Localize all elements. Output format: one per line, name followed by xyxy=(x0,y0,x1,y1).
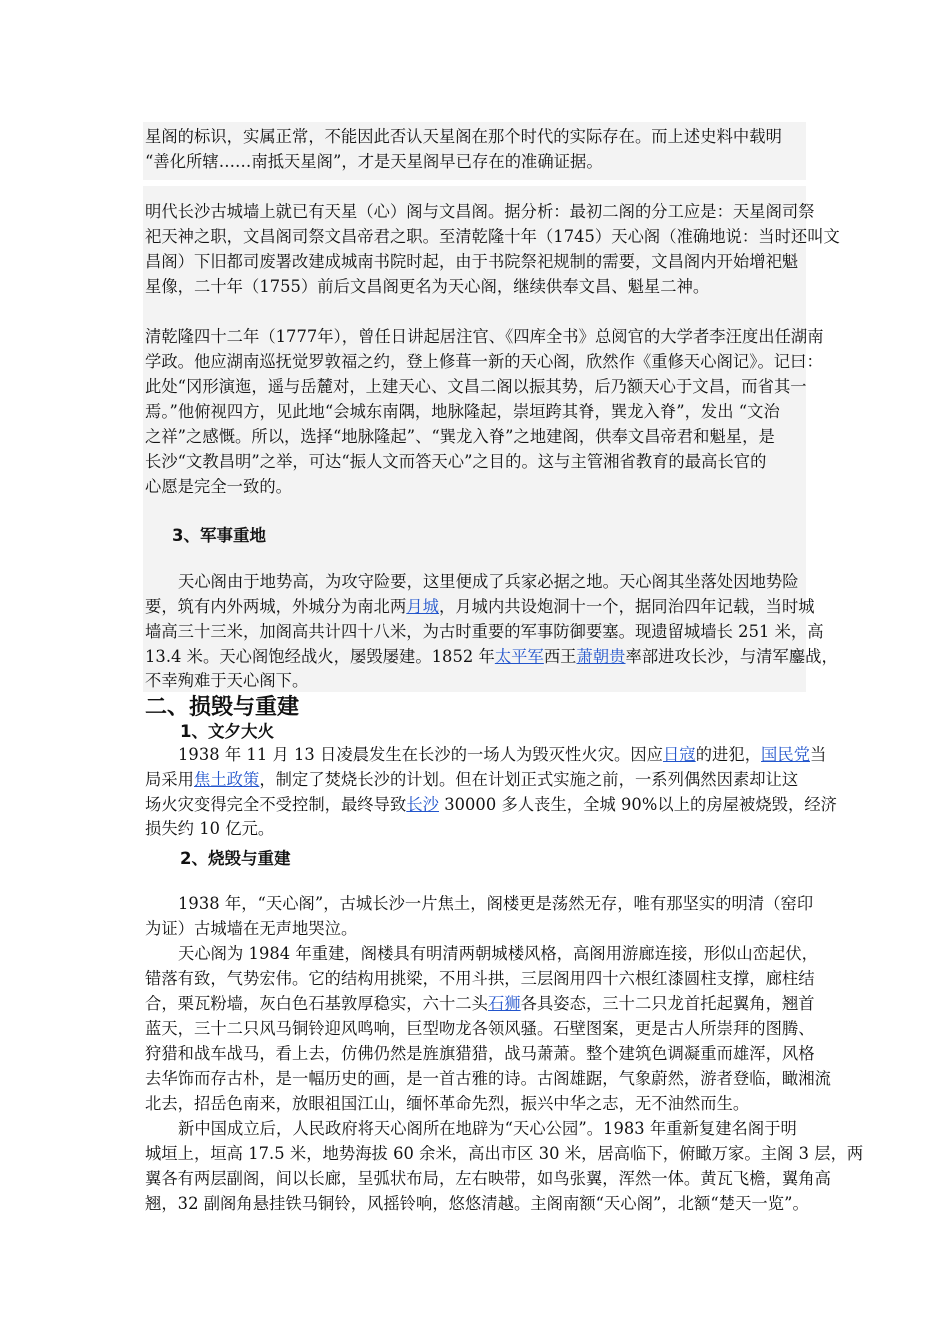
paragraph-line xyxy=(145,768,798,792)
text-span: 当 xyxy=(810,745,827,764)
link-guomindang[interactable]: 国民党 xyxy=(761,745,811,764)
paragraph-line: 为证）古城墙在无声地哭泣。 xyxy=(145,919,358,938)
paragraph-line: 清乾隆四十二年（1777年），曾任日讲起居注官、《四库全书》总阅官的大学者李汪度出任湖南 xyxy=(145,327,824,346)
paragraph-line: 昌阁）下旧都司废署改建成城南书院时起，由于书院祭祀规制的需要，文昌阁内开始增祀魁 xyxy=(145,252,799,271)
paragraph-line: 祀天神之职，文昌阁司祭文昌帝君之职。至清乾隆十年（1745）天心阁（准确地说：当时还叫文 xyxy=(145,227,840,246)
text-span: ，制定了焚烧长沙的计划。但在计划正式实施之前，一系列偶然因素却让这 xyxy=(259,770,799,789)
text-span: 西王 xyxy=(543,647,577,666)
text-span: 各具姿态，三十二只龙首托起翼角，翘首 xyxy=(520,994,815,1013)
paragraph-line: 北去，招岳色南来，放眼祖国江山，缅怀革命先烈，振兴中华之志，无不油然而生。 xyxy=(145,1094,750,1113)
paragraph-line: 星阁的标识，实属正常，不能因此否认天星阁在那个时代的实际存在。而上述史料中载明 xyxy=(145,127,782,146)
paragraph-line xyxy=(145,992,815,1016)
text-span: 局采用 xyxy=(145,770,194,789)
paragraph-line: 翘，32 副阁角悬挂铁马铜铃，风摇铃响，悠悠清越。主阁南额“天心阁”，北额“楚天一览”。 xyxy=(145,1194,809,1213)
text-span: 的进犯， xyxy=(695,745,762,764)
text-span: 30000 多人丧生，全城 90%以上的房屋被烧毁，经济 xyxy=(438,795,838,814)
text-span: 13.4 米。天心阁饱经战火，屡毁屡建。1852 年 xyxy=(145,647,495,666)
link-jiaotu-zhengce[interactable]: 焦土政策 xyxy=(194,770,260,789)
link-taipingjun[interactable]: 太平军 xyxy=(494,647,544,666)
link-changsha[interactable]: 长沙 xyxy=(406,795,439,814)
paragraph-line xyxy=(145,595,815,619)
text-span: ，月城内共设炮洞十一个，据同治四年记载，当时城 xyxy=(438,597,815,616)
paragraph-line: 翼各有两层副阁，间以长廊，呈弧状布局，左右映带，如鸟张翼，浑然一体。黄瓦飞檐，翼角高 xyxy=(145,1169,831,1188)
link-yuecheng[interactable]: 月城 xyxy=(406,597,439,616)
paragraph-line: “善化所辖……南抵天星阁”，才是天星阁早已存在的准确证据。 xyxy=(145,152,603,171)
paragraph-line: 学政。他应湖南巡抚觉罗敦福之约，登上修葺一新的天心阁，欣然作《重修天心阁记》。记曰： xyxy=(145,352,823,371)
paragraph-line: 星像，二十年（1755）前后文昌阁更名为天心阁，继续供奉文昌、魁星二神。 xyxy=(145,277,710,296)
link-rikou[interactable]: 日寇 xyxy=(663,745,696,764)
paragraph-line: 明代长沙古城墙上就已有天星（心）阁与文昌阁。据分析：最初二阁的分工应是：天星阁司祭 xyxy=(145,202,815,221)
paragraph-line xyxy=(145,645,838,669)
paragraph-line: 去华饰而存古朴，是一幅历史的画，是一首古雅的诗。古阁雄踞，气象蔚然，游者登临，瞰湘流 xyxy=(145,1069,831,1088)
paragraph-line: 狩猎和战车战马，看上去，仿佛仍然是旌旗猎猎，战马萧萧。整个建筑色调凝重而雄浑，风格 xyxy=(145,1044,815,1063)
paragraph-line: 新中国成立后，人民政府将天心阁所在地辟为“天心公园”。1983 年重新复建名阁于明 xyxy=(178,1119,797,1138)
paragraph-line: 城垣上，垣高 17.5 米，地势海拔 60 余米，高出市区 30 米，居高临下，俯瞰万家。主阁 3 层，两 xyxy=(145,1144,864,1163)
text-span: 要，筑有内外两城，外城分为南北两 xyxy=(145,597,407,616)
text-span: 率部进攻长沙，与清军鏖战， xyxy=(625,647,838,666)
paragraph-line: 天心阁由于地势高，为攻守险要，这里便成了兵家必据之地。天心阁其坐落处因地势险 xyxy=(178,572,799,591)
paragraph-line: 之祥”之感慨。所以，选择“地脉隆起”、“巽龙入脊”之地建阁，供奉文昌帝君和魁星，是 xyxy=(145,427,775,446)
paragraph-line: 1938 年，“天心阁”，古城长沙一片焦土，阁楼更是荡然无存，唯有那坚实的明清（窑印 xyxy=(178,894,814,913)
link-shishi[interactable]: 石狮 xyxy=(487,994,521,1013)
paragraph-line: 损失约 10 亿元。 xyxy=(145,819,275,838)
text-span: 合，栗瓦粉墙，灰白色石基敦厚稳实，六十二头 xyxy=(145,994,488,1013)
paragraph-line: 长沙“文教昌明”之举，可达“振人文而答天心”之目的。这与主管湘省教育的最高长官的 xyxy=(145,452,767,471)
paragraph-line: 焉。”他俯视四方，见此地“会城东南隅，地脉隆起，崇垣跨其脊，巽龙入脊”，发出 “文治 xyxy=(145,402,780,421)
paragraph-line: 不幸殉难于天心阁下。 xyxy=(145,671,309,690)
paragraph-line: 此处“冈形演迤，遥与岳麓对，上建天心、文昌二阁以振其势，后乃额天心于文昌，而省其一 xyxy=(145,377,807,396)
paragraph-line: 蓝天，三十二只风马铜铃迎风鸣响，巨型吻龙各领风骚。石壁图案，更是古人所崇拜的图腾、 xyxy=(145,1019,815,1038)
section-heading-military: 3、军事重地 xyxy=(172,526,266,545)
paragraph-line: 错落有致，气势宏伟。它的结构用挑梁，不用斗拱，三层阁用四十六根红漆圆柱支撑，廊柱结 xyxy=(145,969,815,988)
paragraph-line xyxy=(178,743,826,767)
subsection-heading-rebuild: 2、烧毁与重建 xyxy=(180,849,291,868)
link-xiaochaogui[interactable]: 萧朝贵 xyxy=(576,647,626,666)
section-heading-damage-rebuild: 二、损毁与重建 xyxy=(145,695,300,720)
paragraph-line: 墙高三十三米，加阁高共计四十八米，为古时重要的军事防御要塞。现遗留城墙长 251 米，高 xyxy=(145,622,824,641)
text-span: 1938 年 11 月 13 日凌晨发生在长沙的一场人为毁灭性火灾。因应 xyxy=(178,745,664,764)
subsection-heading-fire: 1、文夕大火 xyxy=(180,722,274,741)
paragraph-line: 心愿是完全一致的。 xyxy=(145,477,292,496)
paragraph-line: 天心阁为 1984 年重建，阁楼具有明清两朝城楼风格，高阁用游廊连接，形似山峦起伏， xyxy=(178,944,819,963)
paragraph-line xyxy=(145,793,837,817)
text-span: 场火灾变得完全不受控制，最终导致 xyxy=(145,795,407,814)
